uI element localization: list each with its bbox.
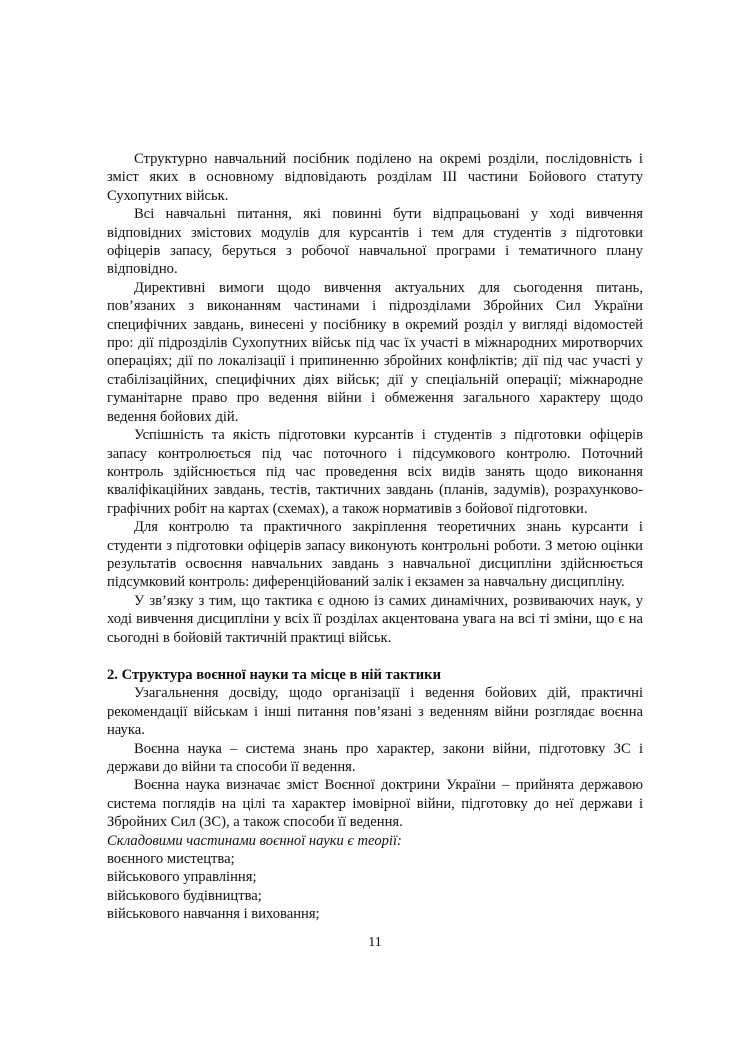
list-lead: Складовими частинами воєнної науки є теорії: bbox=[107, 832, 402, 849]
list-item: військового будівництва; bbox=[107, 887, 262, 904]
section-spacer bbox=[107, 647, 643, 666]
paragraph: У зв’язку з тим, що тактика є одною із самих динамічних, розвиваючих наук, у ході вивчення дисципліни у всіх її розділах акцентована увага на всі ті зміни, що є на сьогодні в бойовій тактичній практиці військ. bbox=[107, 592, 643, 646]
paragraph: Успішність та якість підготовки курсантів і студентів з підготовки офіцерів запасу контролюється під час поточного і підсумкового контролю. Поточний контроль здійснюється під час проведення всіх видів занять щодо виконання кваліфікаційних завдань, тестів, тактичних завдань (планів, задумів), розрахунково-графічних робіт на картах (схемах), а також нормативів з бойової підготовки. bbox=[107, 427, 643, 517]
list-item: воєнного мистецтва; bbox=[107, 851, 235, 868]
paragraph: Воєнна наука – система знань про характер, закони війни, підготовку ЗС і держави до війни та способи її ведення. bbox=[107, 740, 643, 775]
paragraph: Узагальнення досвіду, щодо організації і ведення бойових дій, практичні рекомендації військам і інші питання пов’язані з веденням війни розглядає воєнна наука. bbox=[107, 685, 643, 739]
paragraph: Воєнна наука визначає зміст Воєнної доктрини України – прийнята державою система поглядів на цілі та характер імовірної війни, підготовку до неї держави і Збройних Сил (ЗС), а також способи її ведення. bbox=[107, 777, 643, 831]
section-heading: 2. Структура воєнної науки та місце в ній тактики bbox=[107, 666, 441, 683]
list-item: військового управління; bbox=[107, 869, 257, 886]
page-number: 11 bbox=[368, 935, 382, 950]
list-item: військового навчання і виховання; bbox=[107, 906, 320, 923]
paragraph: Всі навчальні питання, які повинні бути відпрацьовані у ході вивчення відповідних змістових модулів для курсантів і тем для студентів з підготовки офіцерів запасу, беруться з робочої навчальної програми і тематичного плану відповідно. bbox=[107, 206, 643, 278]
paragraph: Директивні вимоги щодо вивчення актуальних для сьогодення питань, пов’язаних з виконанням частинами і підрозділами Збройних Сил України специфічних завдань, винесені у посібнику в окремий розділ у вигляді відомостей про: дії підрозділів Сухопутних військ під час їх участі в міжнародних миротворчих операціях; дії по локалізації і припиненню збройних конфліктів; дії під час участі у стабілізаційних, специфічних діях військ; дії у спеціальній операції; міжнародне гуманітарне право про ведення війни і обмеження загального характеру щодо ведення бойових дій. bbox=[107, 279, 643, 425]
paragraph: Структурно навчальний посібник поділено на окремі розділи, послідовність і зміст яких в основному відповідають розділам ІІІ частини Бойового статуту Сухопутних військ. bbox=[107, 151, 643, 204]
paragraph: Для контролю та практичного закріплення теоретичних знань курсанти і студенти з підготовки офіцерів запасу виконують контрольні роботи. З метою оцінки результатів освоєння навчальних завдань з навчальної дисципліни здійснюється підсумковий контроль: диференційований залік і екзамен за навчальну дисципліну. bbox=[107, 519, 643, 591]
page-body bbox=[107, 150, 643, 924]
